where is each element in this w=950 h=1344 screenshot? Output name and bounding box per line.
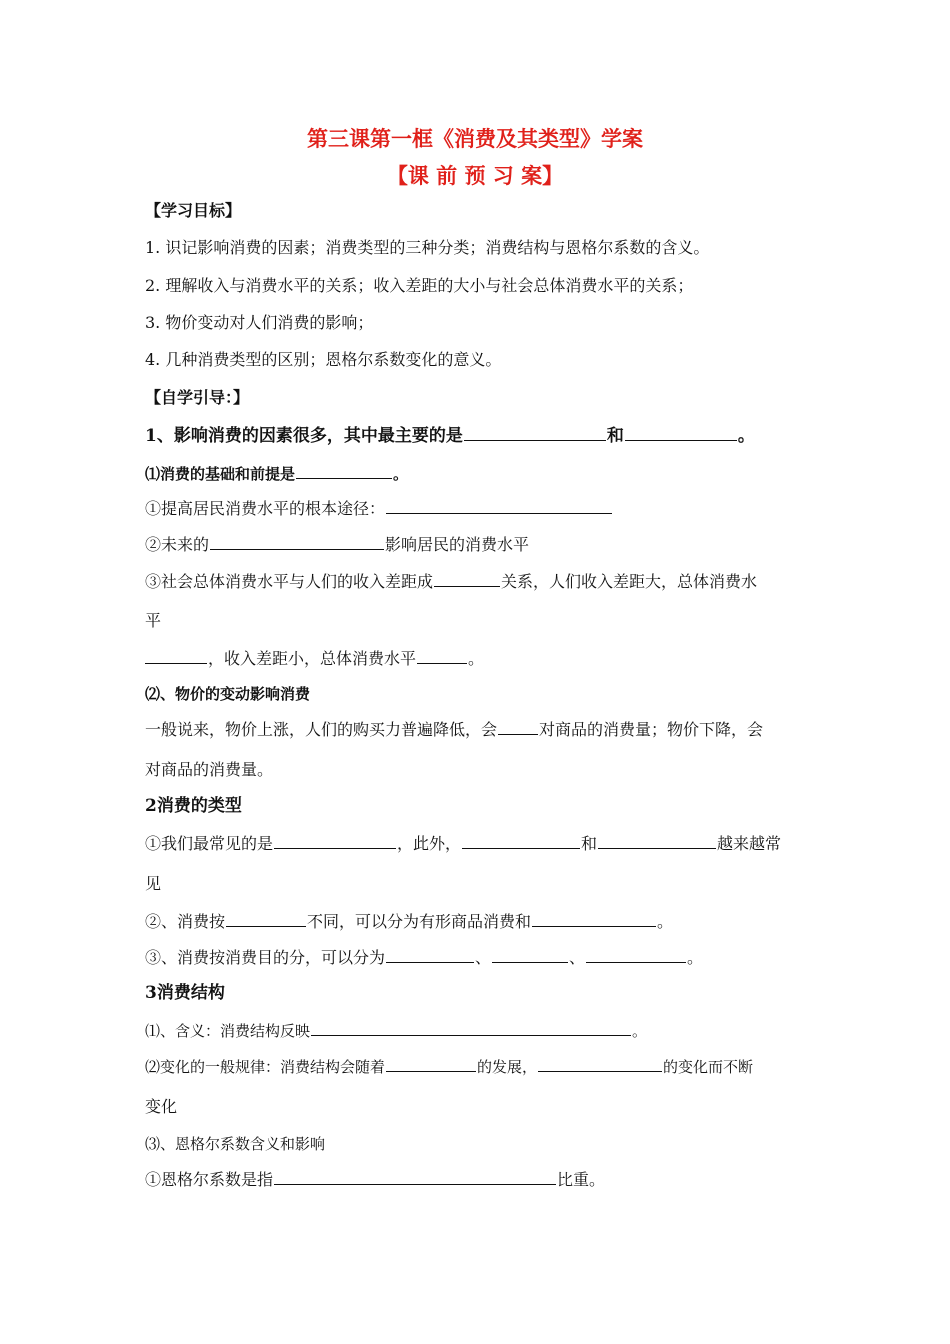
blank[interactable] [386, 497, 612, 514]
blank[interactable] [464, 424, 606, 441]
item-structure-rule-wrap: 变化 [145, 1097, 178, 1116]
text: 。 [393, 465, 409, 483]
text: 越来越常 [717, 834, 782, 853]
text: 和 [581, 834, 598, 853]
item-structure-meaning [145, 1019, 647, 1042]
item-income-gap-wrap: 平 [145, 611, 162, 630]
page-title: 第三课第一框《消费及其类型》学案 [307, 126, 643, 151]
blank[interactable] [296, 462, 392, 479]
item-income-gap [145, 570, 757, 593]
text: 。 [657, 912, 674, 931]
blank[interactable] [498, 718, 538, 735]
item-future-income [145, 533, 529, 556]
text: ①我们最常见的是 [145, 834, 274, 853]
text: 的变化而不断 [663, 1058, 754, 1076]
item-income-path [145, 497, 613, 520]
blank[interactable] [538, 1055, 662, 1072]
item-common-consumption [145, 832, 781, 855]
blank[interactable] [492, 946, 568, 963]
item-common-consumption-wrap: 见 [145, 874, 162, 893]
text: 比重。 [557, 1170, 606, 1189]
blank[interactable] [386, 946, 474, 963]
item-price-effect-cont: 对商品的消费量。 [145, 760, 274, 779]
blank[interactable] [532, 910, 656, 927]
text: ，收入差距小，总体消费水平 [208, 649, 417, 668]
text: ②、消费按 [145, 912, 226, 931]
item-engel-definition [145, 1168, 605, 1191]
text: 关系，人们收入差距大，总体消费水 [501, 572, 758, 591]
section-2-heading: 2消费的类型 [145, 796, 242, 816]
goal-item-3: 3. 物价变动对人们消费的影响； [145, 313, 374, 332]
text: ，此外， [397, 834, 462, 853]
blank[interactable] [434, 570, 500, 587]
text: 和 [606, 426, 624, 446]
text: ①提高居民消费水平的根本途径： [145, 499, 386, 518]
text: ⑴、含义：消费结构反映 [145, 1022, 311, 1040]
blank[interactable] [462, 832, 580, 849]
text: ⑵变化的一般规律：消费结构会随着 [145, 1058, 386, 1076]
goal-item-2: 2. 理解收入与消费水平的关系；收入差距的大小与社会总体消费水平的关系； [145, 276, 694, 295]
guide-header: 【自学引导：】 [145, 388, 250, 407]
page-subtitle: 【课 前 预 习 案】 [386, 163, 564, 188]
text: 。 [632, 1022, 648, 1040]
item-consumption-object [145, 910, 673, 933]
text: 不同，可以分为有形商品消费和 [307, 912, 532, 931]
blank[interactable] [226, 910, 306, 927]
text: 1、影响消费的因素很多，其中最主要的是 [145, 426, 463, 446]
text: ②未来的 [145, 535, 210, 554]
blank[interactable] [625, 424, 737, 441]
text: 。 [687, 948, 704, 967]
item-consumption-purpose [145, 946, 703, 969]
text: 。 [737, 426, 755, 446]
subsection-1-1 [145, 462, 408, 485]
section-1-question [145, 424, 755, 447]
text: 影响居民的消费水平 [385, 535, 530, 554]
item-income-gap-cont [145, 647, 484, 670]
blank[interactable] [586, 946, 686, 963]
blank[interactable] [311, 1019, 631, 1036]
blank[interactable] [210, 533, 384, 550]
blank[interactable] [598, 832, 716, 849]
text: ⑴消费的基础和前提是 [145, 465, 296, 483]
text: 。 [468, 649, 485, 668]
text: 的发展， [477, 1058, 538, 1076]
goal-item-1: 1. 识记影响消费的因素；消费类型的三种分类；消费结构与恩格尔系数的含义。 [145, 238, 710, 257]
text: 对商品的消费量；物价下降，会 [539, 720, 764, 739]
blank[interactable] [145, 647, 207, 664]
text: ③、消费按消费目的分，可以分为 [145, 948, 386, 967]
text: 、 [569, 948, 586, 967]
item-price-effect [145, 718, 763, 741]
text: 、 [475, 948, 492, 967]
item-structure-rule [145, 1055, 753, 1078]
blank[interactable] [274, 832, 396, 849]
blank[interactable] [386, 1055, 476, 1072]
goals-header: 【学习目标】 [145, 201, 242, 220]
blank[interactable] [274, 1168, 556, 1185]
item-engel-header: ⑶、恩格尔系数含义和影响 [145, 1135, 326, 1153]
text: ①恩格尔系数是指 [145, 1170, 274, 1189]
section-3-heading: 3消费结构 [145, 983, 225, 1003]
text: ③社会总体消费水平与人们的收入差距成 [145, 572, 434, 591]
goal-item-4: 4. 几种消费类型的区别；恩格尔系数变化的意义。 [145, 350, 502, 369]
subsection-1-2: ⑵、物价的变动影响消费 [145, 685, 311, 703]
text: 一般说来，物价上涨，人们的购买力普遍降低，会 [145, 720, 498, 739]
blank[interactable] [417, 647, 467, 664]
